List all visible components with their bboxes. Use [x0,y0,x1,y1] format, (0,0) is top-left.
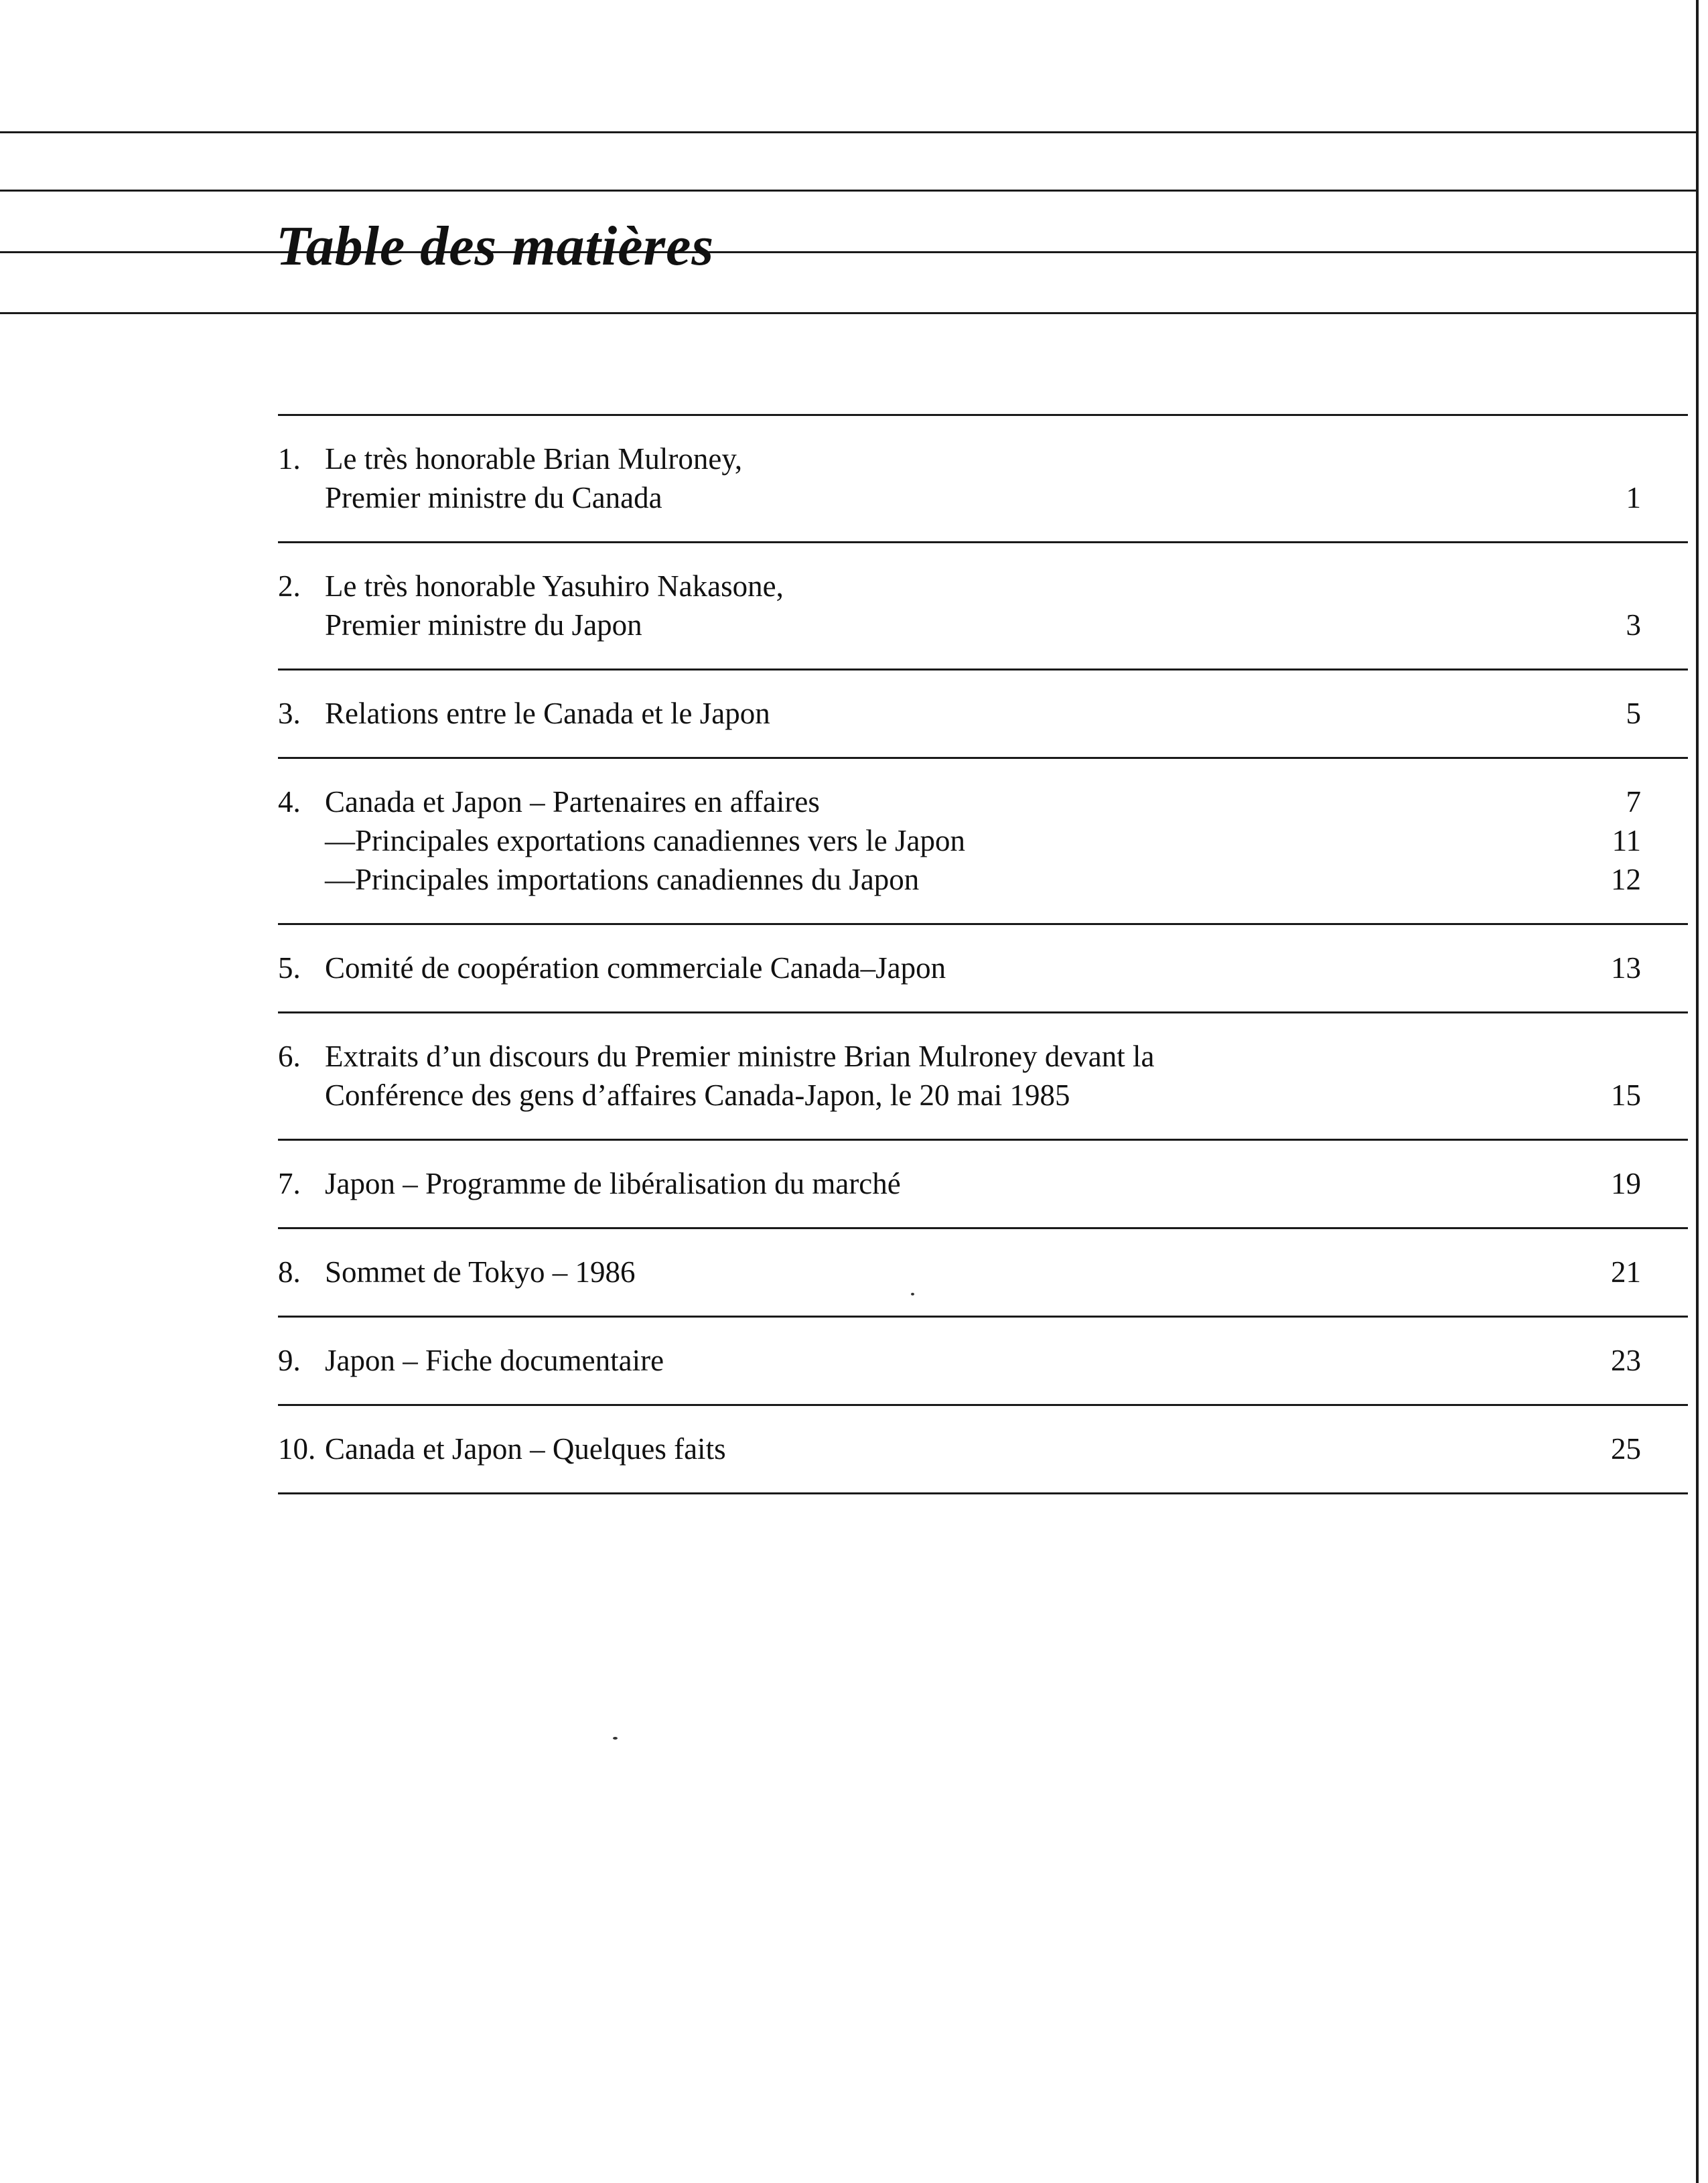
toc-entry [278,1318,1688,1404]
toc-entry-page-number: 12 [1611,863,1641,896]
toc-entry-title-line [325,606,1641,644]
toc-entry [278,543,1688,668]
table-of-contents [278,414,1688,1494]
toc-entry-title-line [325,1076,1641,1115]
toc-entry-title-line [325,782,1641,821]
toc-entry-page-number: 25 [1611,1432,1641,1466]
toc-entry-title: Japon – Fiche documentaire [325,1344,664,1377]
toc-entry-title: Sommet de Tokyo – 1986 [325,1255,636,1289]
toc-entry-title-line [325,439,1487,478]
toc-entry-title: Canada et Japon – Quelques faits [325,1432,726,1466]
toc-entry-page-number: 13 [1611,951,1641,985]
toc-entry [278,1141,1688,1227]
toc-entry-title-line [325,567,1487,606]
header-rule-2 [0,190,1696,192]
toc-entry-page-number: 21 [1611,1255,1641,1289]
toc-entry-title: Premier ministre du Japon [325,608,642,642]
toc-entry-title-line [325,948,1641,987]
toc-entry [278,925,1688,1011]
toc-entry-title: Extraits d’un discours du Premier ministre Brian Mulroney devant la [325,1040,1155,1073]
toc-entry-number: 10. [278,1432,316,1466]
toc-entry-page-number: 5 [1626,697,1641,730]
toc-entry-title-line [325,821,1641,860]
toc-entry-number: 6. [278,1040,301,1073]
toc-entry-title: Comité de coopération commerciale Canada–Japon [325,951,946,985]
toc-entry-title-line [325,860,1641,899]
toc-entry-title: Canada et Japon – Partenaires en affaires [325,785,820,819]
toc-entry [278,416,1688,541]
toc-entry [278,671,1688,757]
page-right-edge [1696,0,1699,2183]
toc-entry-page-number: 23 [1611,1344,1641,1377]
toc-entry-title-line [325,1341,1641,1380]
toc-entry-number: 3. [278,697,301,730]
toc-entry-number: 1. [278,442,301,476]
toc-entry-page-number: 1 [1626,481,1641,514]
toc-entry-title: Japon – Programme de libéralisation du marché [325,1167,901,1200]
toc-entry-number: 9. [278,1344,301,1377]
toc-entry-title: —Principales exportations canadiennes vers le Japon [325,824,965,857]
toc-entry [278,759,1688,923]
toc-entry-page-number: 19 [1611,1167,1641,1200]
header-rule-1 [0,131,1696,133]
toc-entry-number: 7. [278,1167,301,1200]
toc-entry-title: Conférence des gens d’affaires Canada-Japon, le 20 mai 1985 [325,1078,1070,1112]
toc-entry-title-line [325,1164,1641,1203]
toc-entry-title-line [325,1037,1487,1076]
toc-entry-number: 2. [278,569,301,603]
toc-entry-title: Premier ministre du Canada [325,481,662,514]
toc-entry [278,1406,1688,1492]
page-title: Table des matières [276,215,715,278]
toc-entry-title: Relations entre le Canada et le Japon [325,697,770,730]
toc-entry-title: —Principales importations canadiennes du Japon [325,863,920,896]
scan-speck [613,1737,618,1740]
toc-entry-number: 8. [278,1255,301,1289]
header-rule-3 [0,251,1696,253]
toc-entry-title-line [325,478,1641,517]
toc-entry-page-number: 15 [1611,1078,1641,1112]
scan-speck [911,1293,914,1295]
toc-entry-title: Le très honorable Brian Mulroney, [325,442,743,476]
toc-entry-title-line [325,1253,1641,1291]
toc-entry-title-line [325,694,1641,733]
toc-entry [278,1013,1688,1139]
toc-rule [278,1492,1688,1494]
toc-entry-title: Le très honorable Yasuhiro Nakasone, [325,569,784,603]
toc-entry-page-number: 3 [1626,608,1641,642]
header-rule-4 [0,312,1696,314]
toc-entry-number: 5. [278,951,301,985]
toc-entry-title-line [325,1429,1641,1468]
toc-entry [278,1229,1688,1316]
toc-entry-page-number: 11 [1612,824,1641,857]
toc-entry-page-number: 7 [1626,785,1641,819]
toc-entry-number: 4. [278,785,301,819]
